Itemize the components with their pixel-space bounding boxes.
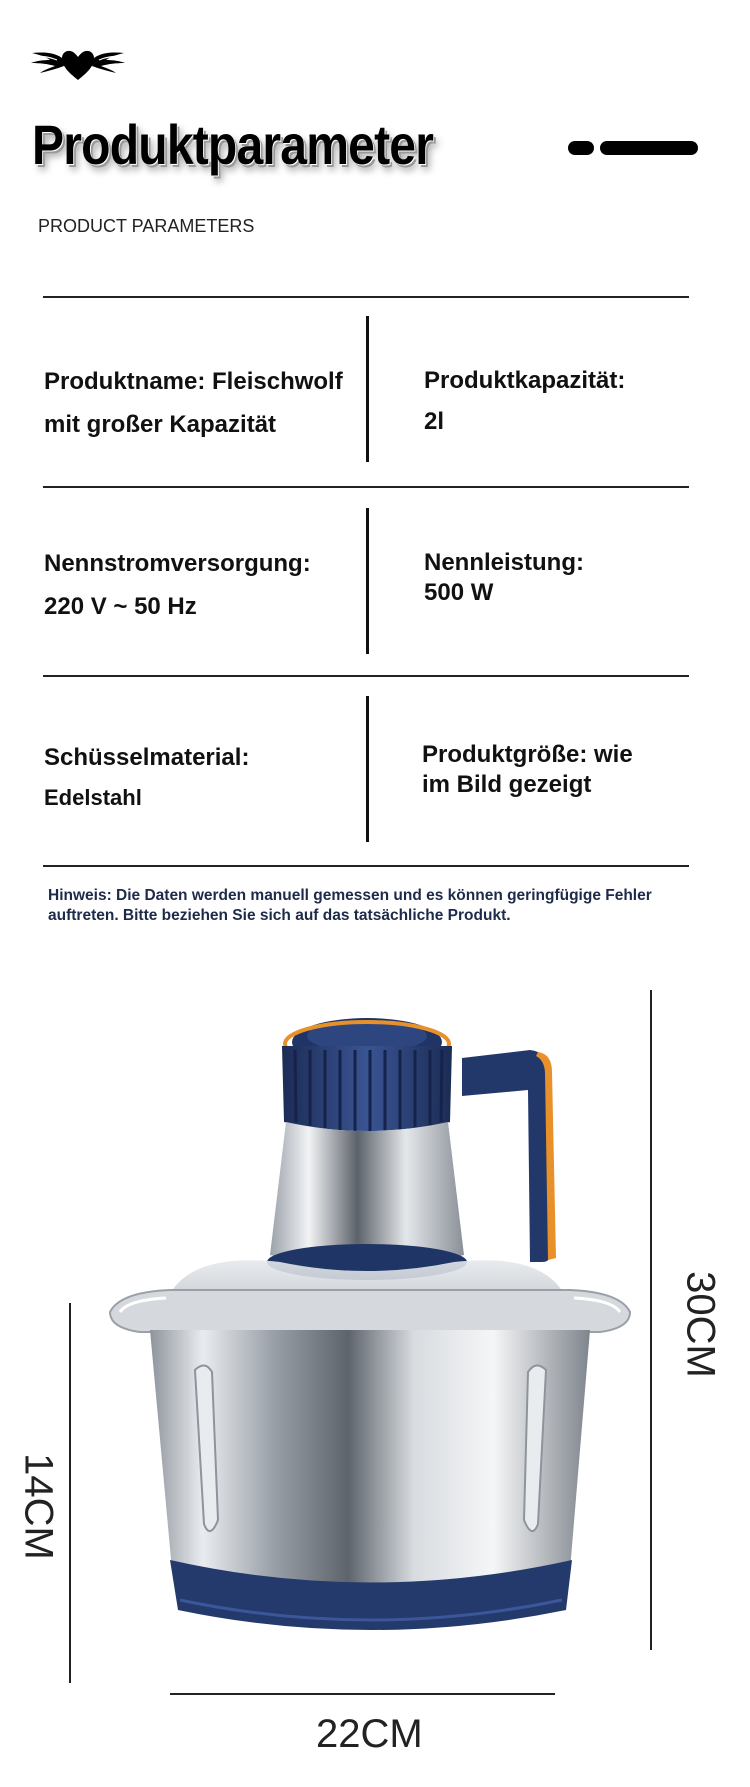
param-value: Edelstahl — [44, 785, 142, 810]
column-divider — [366, 508, 369, 654]
param-bowl-material — [44, 738, 249, 818]
dimension-line-width — [170, 1693, 555, 1695]
page-subtitle: PRODUCT PARAMETERS — [38, 216, 255, 236]
winged-heart-icon — [28, 44, 128, 84]
param-rated-power — [424, 548, 584, 608]
dimension-label-width: 22CM — [316, 1712, 423, 1756]
param-value: 500 W — [424, 579, 494, 606]
param-label: Schüsselmaterial: — [44, 744, 250, 771]
dimension-line-bowl-height — [69, 1303, 71, 1683]
param-power-supply — [44, 542, 311, 628]
column-divider — [366, 316, 369, 462]
param-value: mit großer Kapazität — [44, 411, 277, 438]
pill-dash-decoration — [568, 140, 698, 158]
page-title: Produktparameter — [32, 113, 434, 176]
table-divider — [43, 486, 689, 488]
param-label: Produktkapazität: — [424, 367, 626, 394]
param-value: 220 V ~ 50 Hz — [44, 593, 197, 620]
param-label: Nennleistung: — [424, 549, 584, 576]
param-product-name — [44, 360, 343, 446]
param-capacity — [424, 360, 625, 442]
table-divider — [43, 675, 689, 677]
dimension-label-total-height: 30CM — [678, 1271, 723, 1378]
measurement-note: Hinweis: Die Daten werden manuell gemessen und es können geringfügige Fehler auftreten. Bitte beziehen Sie sich auf das tatsächliche Produkt. — [48, 887, 652, 924]
param-value: 2l — [424, 408, 445, 435]
table-divider — [43, 865, 689, 867]
dimension-label-bowl-height: 14CM — [16, 1453, 61, 1560]
param-value: im Bild gezeigt — [422, 771, 592, 798]
dimension-line-total-height — [650, 990, 652, 1650]
column-divider — [366, 696, 369, 842]
param-product-size — [422, 740, 633, 800]
param-label: Produktname: Fleischwolf — [44, 368, 343, 395]
table-divider — [43, 296, 689, 298]
param-label: Produktgröße: wie — [422, 741, 633, 768]
param-label: Nennstromversorgung: — [44, 550, 311, 577]
meat-grinder-image — [100, 1000, 640, 1660]
